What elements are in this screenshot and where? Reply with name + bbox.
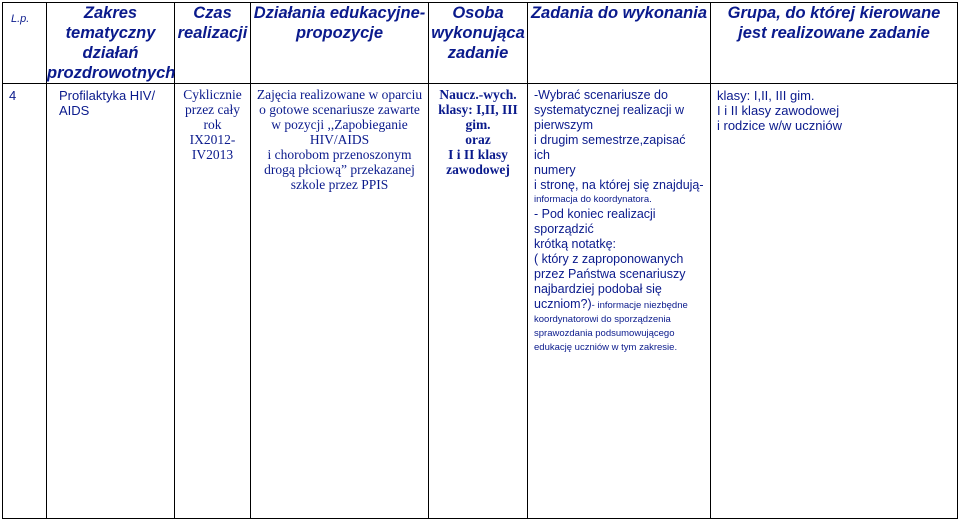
header-osoba: Osoba wykonująca zadanie — [429, 3, 528, 84]
cell-czas: Cyklicznie przez cały rok IX2012- IV2013 — [175, 84, 251, 519]
cell-dzialania: Zajęcia realizowane w oparciu o gotowe scenariusze zawarte w pozycji ,,Zapobieganie HIV/AIDS i chorobom przenoszonym drogą płciową” przekazanej szkole przez PPIS — [251, 84, 429, 519]
cell-zakres: Profilaktyka HIV/ AIDS — [47, 84, 175, 519]
cell-zadania: -Wybrać scenariusze do systematycznej realizacji w pierwszym i drugim semestrze,zapisać ich numery i stronę, na której się znajdują- informacja do koordynatora. - Pod koniec realizacji sporządzić krótką notatkę: ( który z zaproponowanych przez Państwa scenariuszy najbardziej podobał się uczniom?)- informacje niezbędne koordynatorowi do sporządzenia sprawozdania podsumowującego edukację uczniów w tym zakresie. — [528, 84, 711, 519]
cell-lp: 4 — [3, 84, 47, 519]
header-dzialania: Działania edukacyjne- propozycje — [251, 3, 429, 84]
cell-osoba: Naucz.-wych. klasy: I,II, III gim. oraz I i II klasy zawodowej — [429, 84, 528, 519]
header-grupa: Grupa, do której kierowane jest realizowane zadanie — [711, 3, 958, 84]
cell-grupa: klasy: I,II, III gim. I i II klasy zawodowej i rodzice w/w uczniów — [711, 84, 958, 519]
health-plan-table — [2, 2, 958, 519]
header-czas: Czas realizacji — [175, 3, 251, 84]
header-zadania: Zadania do wykonania — [528, 3, 711, 84]
table-row — [3, 84, 958, 519]
header-lp: L.p. — [3, 3, 47, 84]
header-zakres: Zakres tematyczny działań prozdrowotnych — [47, 4, 176, 82]
header-row — [3, 3, 958, 84]
